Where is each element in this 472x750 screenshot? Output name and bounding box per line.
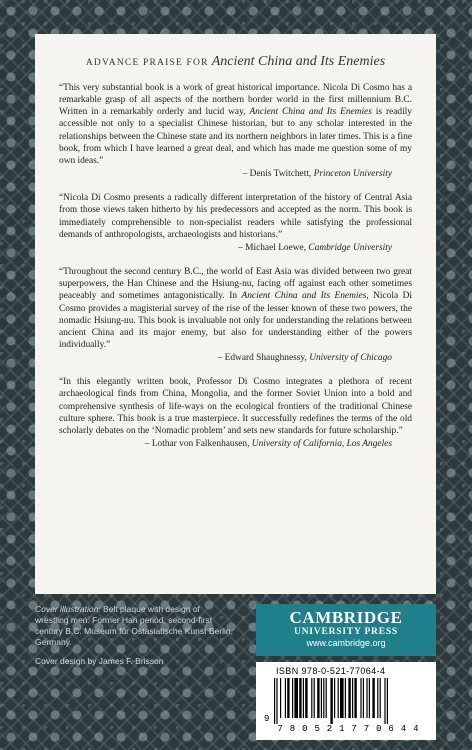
barcode-bar [299,678,301,718]
quote-1: “This very substantial book is a work of great historical importance. Nicola Di Cosmo has a remarkable grasp of all aspects of the northern border world in the first millennium B.C. Written in a remarkably orderly and lucid way, Ancient China and Its Enemies is readily accessible not only to a specialist Chinese historian, but to any scholar interested in the relationships between the Chinese state and its northern neighbors in later times. This is a fine book, from which I have learned a great deal, and which has made me question some of my own ideas.” [59,83,412,166]
barcode-digit: 4 [400,724,407,734]
barcode-digit: 8 [289,724,296,734]
barcode-bar [380,678,381,718]
barcode-bar [323,678,324,718]
praise-header-prefix: ADVANCE PRAISE FOR [85,58,209,68]
cover-design-credit: Cover design by James F. Brisson [35,656,164,667]
barcode-bar [387,678,388,724]
barcode-digit: 1 [339,724,345,734]
barcode-bar [363,678,364,718]
barcode-digit: 7 [277,724,283,734]
barcode-bar [369,678,370,718]
cover-credits [35,604,235,667]
barcode-bar [280,678,281,718]
barcode-bar [303,678,304,718]
barcode-bar [276,678,277,724]
barcode-bar [305,678,307,718]
barcode-bar [354,678,356,718]
quote-4: “In this elegantly written book, Professor Di Cosmo integrates a plethora of recent archaeological finds from China, Mongolia, and the former Soviet Union into a bold and comprehensive synthesis of life-ways on the ecological frontiers of the traditional Chinese culture sphere. This book is a true masterpiece. It successfully redefines the terms of the old scholarly debates on the ‘Nomadic problem’ and sets new standards for future scholarship.” [59,377,412,436]
barcode-bar [314,678,315,718]
barcode-bar [348,678,350,718]
publisher-url: www.cambridge.org [306,638,386,648]
praise-header [59,54,412,70]
quote-2-attribution: – Michael Loewe, Cambridge University [238,242,392,253]
cover-illustration-note: Cover illustration: Belt plaque with design of wrestling men. Former Han period, second-first century B.C. Museum für Ostasiatische Kunst Berlin, Germany. [35,604,233,648]
praise-header-title: Ancient China and Its Enemies [211,54,386,69]
barcode-bar [340,678,344,718]
barcode-bar [274,678,275,724]
barcode-bar [285,678,286,718]
quote-3: “Throughout the second century B.C., the world of East Asia was divided between two great superpowers, the Han Chinese and the Hsiung-nu, facing off against each other sometimes peaceably and sometimes antagonistically. In Ancient China and Its Enemies, Nicola Di Cosmo provides a magisterial survey of the rise of the lesser known of these two powers, the nomadic Hsiung-nu. This book is invaluable not only for understanding the relations between ancient China and its major enemy, but also for understanding either of the powers individually.” [59,267,412,350]
barcode-digit: 4 [413,724,419,734]
quote-1-attribution: – Denis Twitchett, Princeton University [242,169,392,180]
barcode-bar [334,678,335,718]
quote-4-attribution: – Lothar von Falkenhausen, University of California, Los Angeles [144,439,392,450]
barcode-bar [321,678,322,718]
isbn-number: ISBN 978-0-521-77064-4 [276,666,386,676]
barcode-bar [384,678,385,724]
barcode-bar [294,678,298,718]
barcode-bars [273,678,425,724]
barcode-block [256,662,436,740]
barcode-bar [292,678,293,718]
barcode-bar [330,678,332,724]
barcode-digit: 0 [376,724,382,734]
publisher-logo [256,604,436,656]
barcode-lead-digit: 9 [264,714,270,724]
barcode-digit: 5 [314,724,320,734]
barcode-bar [377,678,378,718]
barcode-bar [317,678,319,718]
barcode-digit: 6 [388,724,394,734]
publisher-press: UNIVERSITY PRESS [293,627,399,637]
quote-3-attribution: – Edward Shaughnessy, University of Chicago [217,353,392,364]
barcode-bar [326,678,327,718]
barcode-digit: 7 [363,724,370,734]
barcode-row [264,678,428,724]
barcode-digit: 7 [351,724,357,734]
barcode-bar [287,678,289,718]
barcode-bar [372,678,374,718]
barcode-bar [311,678,312,718]
barcode-digits [274,724,422,734]
quote-2: “Nicola Di Cosmo presents a radically different interpretation of the history of Central Asia from those views taken hitherto by his predecessors and accepted as the norm. This book is immediately comprehensible to non-specialist readers while satisfying the professional demands of anthropologists, archaeologists and historians.” [59,193,412,240]
barcode-bar [360,678,361,718]
barcode-digit: 0 [302,724,308,734]
barcode-bar [352,678,353,718]
barcode-bar [345,678,346,718]
barcode-digit: 2 [326,724,333,734]
praise-panel [35,34,436,594]
barcode-bar [366,678,367,718]
publisher-name: CAMBRIDGE [289,608,403,627]
barcode-bar [338,678,339,718]
